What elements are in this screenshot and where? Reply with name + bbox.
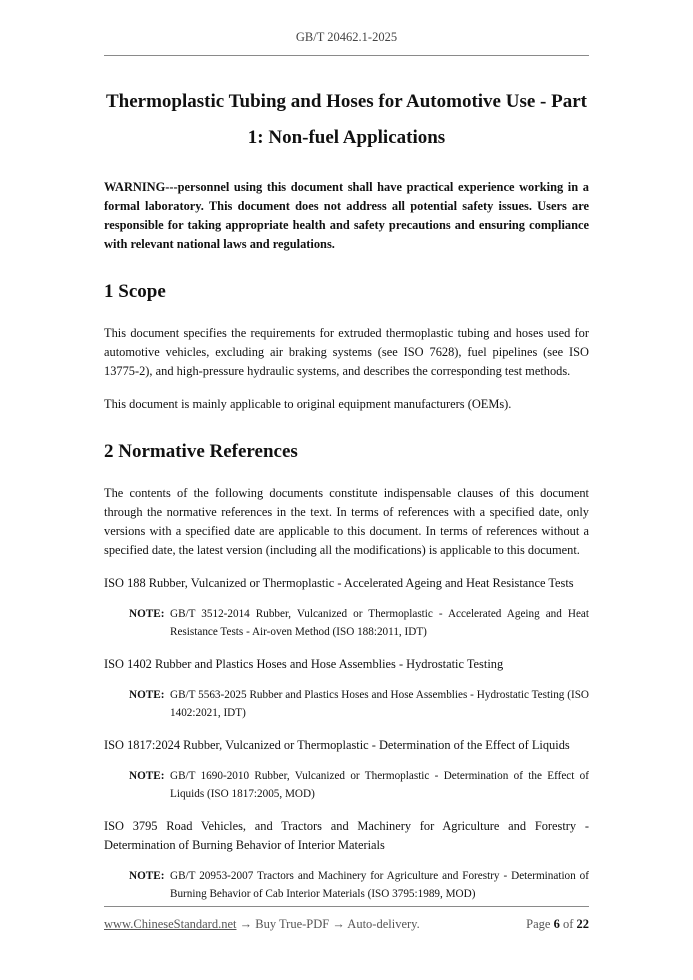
note-text: GB/T 1690-2010 Rubber, Vulcanized or Thermoplastic - Determination of the Effect of Liquids (ISO 1817:2005, MOD) <box>170 770 589 800</box>
title-line-2: 1: Non-fuel Applications <box>247 127 446 148</box>
section-heading-normative-references: 2 Normative References <box>104 441 298 462</box>
document-code: GB/T 20462.1-2025 <box>295 30 398 44</box>
page-footer <box>104 917 589 932</box>
note-label: NOTE: <box>129 689 165 701</box>
reference-item: ISO 3795 Road Vehicles, and Tractors and Machinery for Agriculture and Forestry - Determination of Burning Behavior of Interior Materials <box>104 819 589 852</box>
reference-note <box>129 767 589 803</box>
reference-item: ISO 1402 Rubber and Plastics Hoses and Hose Assemblies - Hydrostatic Testing <box>104 657 504 671</box>
note-text: GB/T 3512-2014 Rubber, Vulcanized or Thermoplastic - Accelerated Ageing and Heat Resistance Tests - Air-oven Method (ISO 188:2011, IDT) <box>170 608 589 638</box>
note-text: GB/T 5563-2025 Rubber and Plastics Hoses and Hose Assemblies - Hydrostatic Testing (ISO 1402:2021, IDT) <box>170 689 589 719</box>
footer-divider <box>104 906 589 907</box>
title-line-1: Thermoplastic Tubing and Hoses for Automotive Use - Part <box>105 91 587 112</box>
note-label: NOTE: <box>129 870 165 882</box>
scope-paragraph: This document is mainly applicable to original equipment manufacturers (OEMs). <box>104 397 512 411</box>
page-of-word: of <box>562 917 574 931</box>
current-page: 6 <box>553 917 560 931</box>
page-number <box>526 917 589 932</box>
footer-promo-text: → Buy True-PDF → Auto-delivery. <box>236 917 420 931</box>
reference-note <box>129 605 589 641</box>
section-heading-scope: 1 Scope <box>104 281 166 302</box>
scope-paragraph: This document specifies the requirements for extruded thermoplastic tubing and hoses used for automotive vehicles, excluding air braking systems (see ISO 7628), fuel pipelines (see ISO 13775-2), and high-pressure hydraulic systems, and describes the corresponding test methods. <box>104 326 589 378</box>
note-text: GB/T 20953-2007 Tractors and Machinery for Agriculture and Forestry - Determination of Burning Behavior of Cab Interior Materials (ISO 3795:1989, MOD) <box>170 870 589 900</box>
reference-item: ISO 1817:2024 Rubber, Vulcanized or Thermoplastic - Determination of the Effect of Liquids <box>104 738 570 752</box>
page-header <box>0 30 693 45</box>
note-label: NOTE: <box>129 770 165 782</box>
references-intro-paragraph: The contents of the following documents constitute indispensable clauses of this document through the normative references in the text. In terms of references with a specified date, only versions with a specified date are applicable to this document. In terms of references without a specified date, the latest version (including all the modifications) is applicable to this document. <box>104 486 589 557</box>
warning-paragraph: WARNING---personnel using this document shall have practical experience working in a formal laboratory. This document does not address all potential safety issues. Users are responsible for taking appropriate health and safety precautions and ensuring compliance with relevant national laws and regulations. <box>104 180 589 251</box>
website-link[interactable]: www.ChineseStandard.net <box>104 917 237 931</box>
page-content <box>104 84 589 903</box>
reference-note <box>129 867 589 903</box>
document-title <box>104 84 589 156</box>
footer-promo <box>104 917 420 932</box>
header-divider <box>104 55 589 56</box>
note-label: NOTE: <box>129 608 165 620</box>
page-word: Page <box>526 917 551 931</box>
total-pages: 22 <box>576 917 589 931</box>
reference-note <box>129 686 589 722</box>
reference-item: ISO 188 Rubber, Vulcanized or Thermoplastic - Accelerated Ageing and Heat Resistance Tests <box>104 576 574 590</box>
